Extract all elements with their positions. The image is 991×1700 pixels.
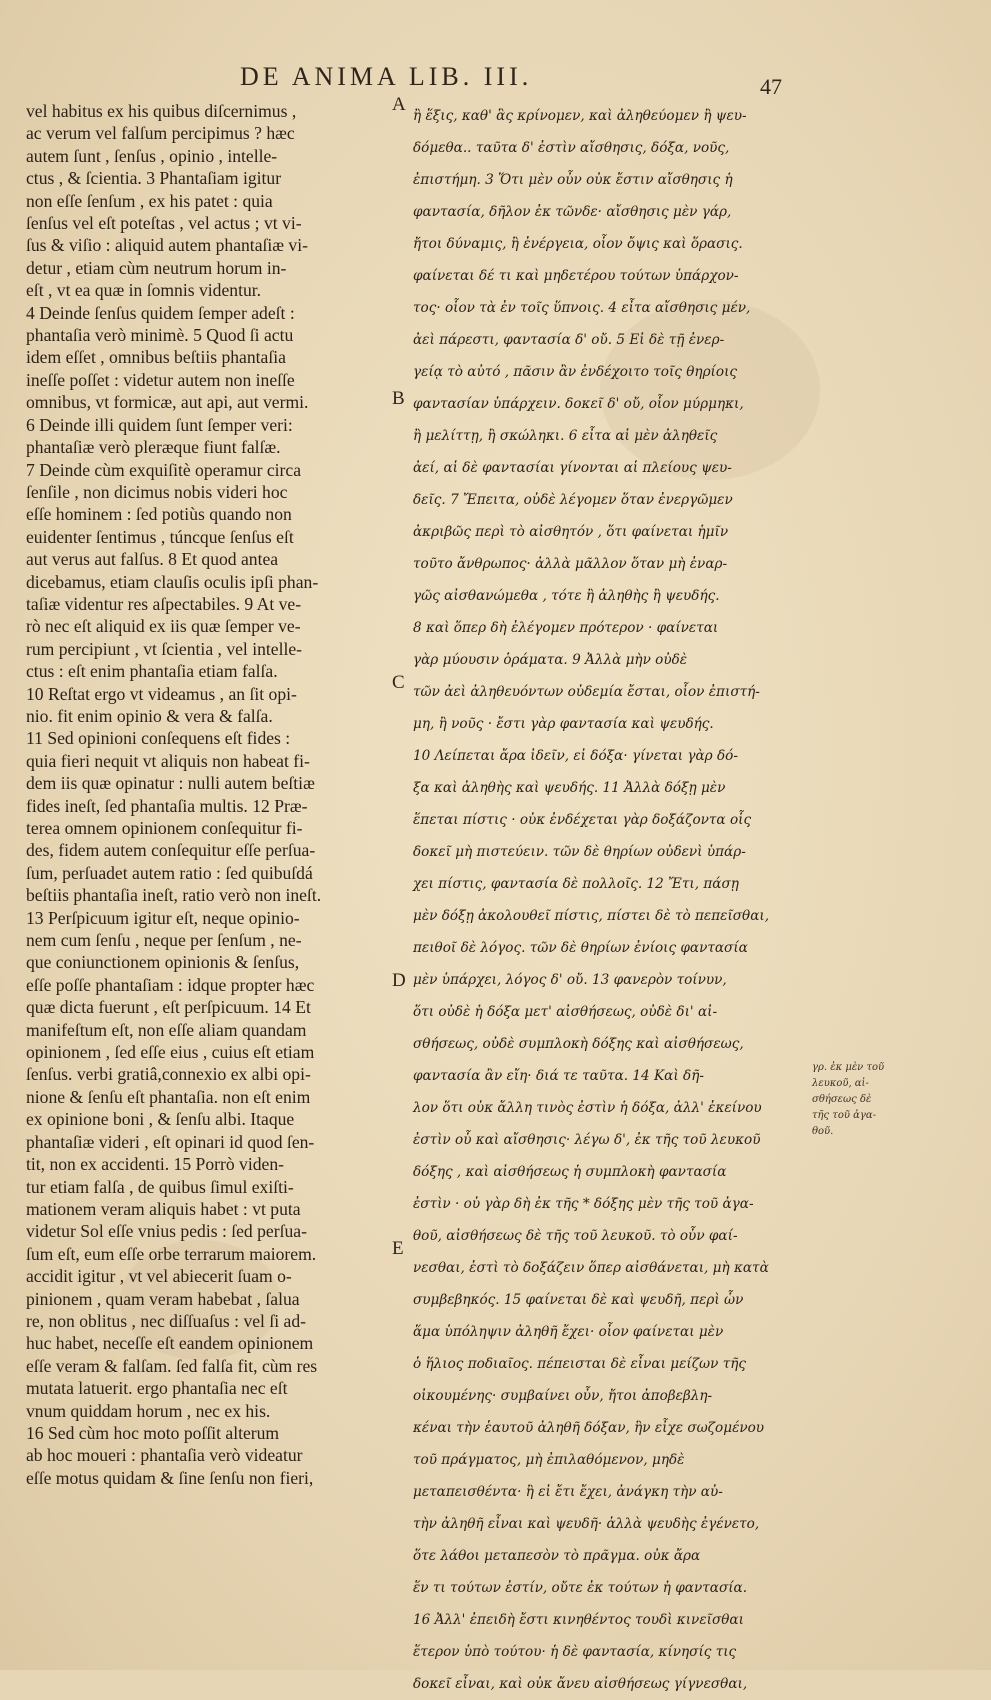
latin-text-line: rò nec eſt aliquid ex iis quæ ſemper ve- <box>26 616 301 637</box>
greek-text-line: δόξης , καὶ αἰσθήσεως ἡ συμπλοκὴ φαντασία <box>413 1164 727 1180</box>
latin-text-line: 10 Reſtat ergo vt videamus , an ſit opi- <box>26 683 297 704</box>
latin-text-line: ab hoc moueri : phantaſia verò videatur <box>26 1445 303 1466</box>
latin-text-line: accidit igitur , vt vel abiecerit ſuam o- <box>26 1266 292 1287</box>
margin-letter-a: A <box>392 94 406 115</box>
marginal-note-line: θοῦ. <box>812 1126 834 1137</box>
greek-text-line: ὅτε λάθοι μεταπεσὸν τὸ πρᾶγμα. οὐκ ἄρα <box>413 1548 701 1564</box>
latin-text-line: 4 Deinde ſenſus quidem ſemper adeſt : <box>26 302 295 323</box>
greek-text-line: θοῦ, αἰσθήσεως δὲ τῆς τοῦ λευκοῦ. τὸ οὖν φαί- <box>413 1228 738 1244</box>
latin-text-line: tit, non ex accidenti. 15 Porrò viden- <box>26 1154 284 1175</box>
greek-column <box>413 100 793 1700</box>
greek-text-line: τὴν ἀληθῆ εἶναι καὶ ψευδῆ· ἀλλὰ ψευδὴς ἐγένετο, <box>413 1516 760 1532</box>
latin-text-line: eſſe motus quidam & ſine ſenſu non fieri, <box>26 1467 314 1488</box>
marginal-note <box>812 1060 892 1140</box>
latin-text-line: dicebamus, etiam clauſis oculis ipſi phan- <box>26 571 319 592</box>
latin-text-line: des, fidem autem conſequitur eſſe perſua- <box>26 840 316 861</box>
greek-text-line: ἅμα ὑπόληψιν ἀληθῆ ἔχει· οἷον φαίνεται μὲν <box>413 1324 724 1340</box>
greek-text-line: φαντασία ἂν εἴη· διά τε ταῦτα. 14 Καὶ δῆ- <box>413 1068 704 1084</box>
latin-text-line: ineſſe poſſet : videtur autem non ineſſe <box>26 369 295 390</box>
greek-text-line: γείᾳ τὸ αὐτό , πᾶσιν ἂν ἐνδέχοιτο τοῖς θηρίοις <box>413 364 738 380</box>
greek-text-line: τος· οἷον τὰ ἐν τοῖς ὕπνοις. 4 εἶτα αἴσθησις μέν, <box>413 300 751 316</box>
greek-text-line: ἀεὶ πάρεστι, φαντασία δ' οὔ. 5 Εἰ δὲ τῇ ἐνερ- <box>413 332 725 348</box>
latin-text-line: dem iis quæ opinatur : nulli autem beſtiæ <box>26 773 315 794</box>
latin-text-line: tur etiam falſa , de quibus ſimul exiſti- <box>26 1176 294 1197</box>
greek-text-line: ἕτερον ὑπὸ τούτου· ἡ δὲ φαντασία, κίνησίς τις <box>413 1644 737 1660</box>
greek-text-line: σθήσεως, οὐδὲ συμπλοκὴ δόξης καὶ αἰσθήσεως, <box>413 1036 744 1052</box>
latin-text-line: pinionem , quam veram habebat , ſalua <box>26 1288 300 1309</box>
margin-letter-d: D <box>392 970 406 991</box>
latin-text-line: ac verum vel falſum percipimus ? hæc <box>26 123 295 144</box>
greek-text-line: λον ὅτι οὐκ ἄλλη τινὸς ἐστὶν ἡ δόξα, ἀλλ' ἐκείνου <box>413 1100 762 1116</box>
latin-text-line: 11 Sed opinioni conſequens eſt fides : <box>26 728 291 749</box>
latin-text-line: huc habet, neceſſe eſt eandem opinionem <box>26 1333 314 1354</box>
latin-text-line: opinionem , ſed eſſe eius , cuius eſt etiam <box>26 1042 315 1063</box>
latin-text-line: eſt , vt ea quæ in ſomnis videntur. <box>26 280 262 301</box>
latin-text-line: quæ dicta fuerunt , eſt perſpicuum. 14 Et <box>26 997 311 1018</box>
latin-text-line: 6 Deinde illi quidem ſunt ſemper veri: <box>26 414 293 435</box>
latin-text-line: terea omnem opinionem conſequitur fi- <box>26 818 303 838</box>
greek-text-line: ἢ ἕξις, καθ' ἃς κρίνομεν, καὶ ἀληθεύομεν ἢ ψευ- <box>413 108 747 124</box>
greek-text-line: ἢ μελίττῃ, ἢ σκώληκι. 6 εἶτα αἱ μὲν ἀληθεῖς <box>413 428 718 444</box>
greek-text-line: 8 καὶ ὅπερ δὴ ἐλέγομεν πρότερον · φαίνεται <box>413 620 719 636</box>
latin-text-line: quia fieri nequit vt aliquis non habeat fi- <box>26 750 310 771</box>
latin-text-line: mationem veram aliquis habet : vt puta <box>26 1198 301 1219</box>
latin-text-line: ctus : eſt enim phantaſia etiam falſa. <box>26 661 278 682</box>
latin-text-line: nione & ſenſu eſt phantaſia. non eſt enim <box>26 1086 311 1107</box>
latin-text-line: taſiæ videntur res aſpectabiles. 9 At ve- <box>26 593 302 614</box>
greek-text-line: κέναι τὴν ἑαυτοῦ ἀληθῆ δόξαν, ἣν εἶχε σωζομένου <box>413 1420 765 1436</box>
latin-text-line: ſenſile , non dicimus nobis videri hoc <box>26 481 288 502</box>
latin-text-line: beſtiis phantaſia ineſt, ratio verò non ineſt. <box>26 885 322 906</box>
marginal-note-line: λευκοῦ, αἰ- <box>812 1078 869 1089</box>
greek-text-line: γὰρ μύουσιν ὁράματα. 9 Ἀλλὰ μὴν οὐδὲ <box>413 652 688 668</box>
margin-letter-b: B <box>392 388 405 409</box>
latin-text-line: rum percipiunt , vt ſcientia , vel intelle- <box>26 638 303 659</box>
latin-text-line: ſum eſt, eum eſſe orbe terrarum maiorem. <box>26 1243 317 1264</box>
latin-text-line: ſenſus vel eſt poteſtas , vel actus ; vt vi- <box>26 213 302 234</box>
latin-text-line: idem eſſet , omnibus beſtiis phantaſia <box>26 347 286 368</box>
greek-text-line: τῶν ἀεὶ ἀληθευόντων οὐδεμία ἔσται, οἷον ἐπιστή- <box>413 684 760 700</box>
greek-text-line: 16 Ἀλλ' ἐπειδὴ ἔστι κινηθέντος τουδὶ κινεῖσθαι <box>413 1612 744 1628</box>
greek-text-line: ἀκριβῶς περὶ τὸ αἰσθητόν , ὅτι φαίνεται ἡμῖν <box>413 524 729 540</box>
greek-text-line: μὲν δόξῃ ἀκολουθεῖ πίστις, πίστει δὲ τὸ πεπεῖσθαι, <box>413 908 770 924</box>
marginal-note-line: σθήσεως δὲ <box>812 1094 872 1105</box>
greek-text-line: χει πίστις, φαντασία δὲ πολλοῖς. 12 Ἔτι, πάσῃ <box>413 876 739 892</box>
greek-text-line: ἐπιστήμη. 3 Ὅτι μὲν οὖν οὐκ ἔστιν αἴσθησις ἡ <box>413 172 733 188</box>
greek-text-line: νεσθαι, ἐστὶ τὸ δοξάζειν ὅπερ αἰσθάνεται, μὴ κατὰ <box>413 1260 769 1276</box>
latin-text-line: mutata latuerit. ergo phantaſia nec eſt <box>26 1378 288 1399</box>
greek-text-line: φαίνεται δέ τι καὶ μηδετέρου τούτων ὑπάρχον- <box>413 268 739 284</box>
greek-text-line: ἀεί, αἱ δὲ φαντασίαι γίνονται αἱ πλείους ψευ- <box>413 460 732 476</box>
greek-text-line: 10 Λείπεται ἄρα ἰδεῖν, εἰ δόξα· γίνεται γὰρ δό- <box>413 748 738 764</box>
latin-text-line: 13 Perſpicuum igitur eſt, neque opinio- <box>26 907 300 928</box>
greek-text-line: δοκεῖ μὴ πιστεύειν. τῶν δὲ θηρίων οὐδενὶ ὑπάρ- <box>413 844 746 860</box>
latin-text-line: non eſſe ſenſum , ex his patet : quia <box>26 190 273 211</box>
greek-text-line: φαντασίαν ὑπάρχειν. δοκεῖ δ' οὔ, οἷον μύρμηκι, <box>413 396 744 412</box>
latin-text-line: vel habitus ex his quibus diſcernimus , <box>26 101 297 121</box>
latin-text-line: eſſe hominem : ſed potiùs quando non <box>26 504 292 525</box>
marginal-note-line: τῆς τοῦ ἀγα- <box>812 1110 876 1121</box>
greek-text-line: πειθοῖ δὲ λόγος. τῶν δὲ θηρίων ἐνίοις φαντασία <box>413 940 748 956</box>
latin-text-line: detur , etiam cùm neutrum horum in- <box>26 257 287 278</box>
latin-text-line: autem ſunt , ſenſus , opinio , intelle- <box>26 145 278 166</box>
greek-text-line: γῶς αἰσθανώμεθα , τότε ἢ ἀληθὴς ἢ ψευδής. <box>413 588 720 604</box>
latin-text-line: ſum, perſuadet autem ratio : ſed quibuſdá <box>26 862 313 883</box>
greek-text-line: ἐστὶν · οὐ γὰρ δὴ ἐκ τῆς * δόξης μὲν τῆς τοῦ ἀγα- <box>413 1196 754 1212</box>
latin-text-line: phantaſiæ videri , eſt opinari id quod ſen- <box>26 1131 315 1152</box>
page-number: 47 <box>760 74 782 99</box>
latin-text-line: ſus & viſio : aliquid autem phantaſiæ vi- <box>26 235 308 256</box>
greek-text-line: ἤτοι δύναμις, ἢ ἐνέργεια, οἷον ὄψις καὶ ὅρασις. <box>413 236 743 252</box>
greek-text-line: συμβεβηκός. 15 φαίνεται δὲ καὶ ψευδῆ, περὶ ὧν <box>413 1292 744 1308</box>
greek-text-line: μη, ἢ νοῦς · ἔστι γὰρ φαντασία καὶ ψευδής. <box>413 716 714 732</box>
latin-text-line: vnum quiddam horum , nec ex his. <box>26 1400 271 1421</box>
latin-text-line: videtur Sol eſſe vnius pedis : ſed perſua- <box>26 1221 307 1242</box>
latin-text-line: 7 Deinde cùm exquiſitè operamur circa <box>26 459 302 480</box>
greek-text-line: τοῦ πράγματος, μὴ ἐπιλαθόμενον, μηδὲ <box>413 1452 685 1468</box>
latin-text-line: manifeſtum eſt, non eſſe aliam quandam <box>26 1019 307 1040</box>
margin-letter-e: E <box>392 1238 404 1259</box>
greek-text-line: δόμεθα.. ταῦτα δ' ἐστὶν αἴσθησις, δόξα, νοῦς, <box>413 140 730 156</box>
latin-text-line: ſenſus. verbi gratiâ,connexio ex albi opi- <box>26 1064 311 1085</box>
greek-text-line: τοῦτο ἄνθρωπος· ἀλλὰ μᾶλλον ὅταν μὴ ἐναρ- <box>413 556 728 572</box>
greek-text-line: ὅτι οὐδὲ ἡ δόξα μετ' αἰσθήσεως, οὐδὲ δι' αἰ- <box>413 1004 718 1020</box>
latin-text-line: re, non oblitus , nec diſſuaſus : vel ſi ad- <box>26 1310 306 1331</box>
latin-text-line: aut verus aut falſus. 8 Et quod antea <box>26 549 279 570</box>
marginal-note-line: γρ. ἐκ μὲν τοῦ <box>812 1062 885 1073</box>
latin-text-line: que coniunctionem opinionis & ſenſus, <box>26 952 300 973</box>
latin-text-line: 16 Sed cùm hoc moto poſſit alterum <box>26 1422 280 1443</box>
greek-text-line: φαντασία, δῆλον ἐκ τῶνδε· αἴσθησις μὲν γάρ, <box>413 204 732 220</box>
latin-text-line: eſſe veram & falſam. ſed falſa fit, cùm res <box>26 1355 318 1376</box>
greek-text-line: δοκεῖ εἶναι, καὶ οὐκ ἄνευ αἰσθήσεως γίγνεσθαι, <box>413 1676 748 1692</box>
greek-text-line: δεῖς. 7 Ἔπειτα, οὐδὲ λέγομεν ὅταν ἐνεργῶμεν <box>413 492 733 508</box>
greek-text-line: μεταπεισθέντα· ἢ εἰ ἔτι ἔχει, ἀνάγκη τὴν αὐ- <box>413 1484 723 1500</box>
latin-text-line: ex opinione boni , & ſenſu albi. Itaque <box>26 1109 295 1130</box>
greek-text-line: ἕν τι τούτων ἐστίν, οὔτε ἐκ τούτων ἡ φαντασία. <box>413 1580 748 1596</box>
latin-column <box>26 100 388 1489</box>
greek-text-line: ἐστὶν οὗ καὶ αἴσθησις· λέγω δ', ἐκ τῆς τοῦ λευκοῦ <box>413 1132 761 1148</box>
latin-text-line: nem cum ſenſu , neque per ſenſum , ne- <box>26 930 302 951</box>
running-head: DE ANIMA LIB. III. <box>240 62 533 91</box>
latin-text-line: phantaſia verò minimè. 5 Quod ſi actu <box>26 325 294 346</box>
greek-text-line: ξα καὶ ἀληθὴς καὶ ψευδής. 11 Ἀλλὰ δόξῃ μὲν <box>413 780 726 796</box>
greek-text-line: οἰκουμένης· συμβαίνει οὖν, ἤτοι ἀποβεβλη- <box>413 1388 713 1404</box>
margin-letter-c: C <box>392 672 405 693</box>
latin-text-line: euidenter ſentimus , túncque ſenſus eſt <box>26 526 294 547</box>
latin-text-line: fides ineſt, ſed phantaſia multis. 12 Præ- <box>26 795 308 816</box>
latin-text-line: eſſe poſſe phantaſiam : idque propter hæc <box>26 974 315 995</box>
latin-text-line: phantaſiæ verò pleræque fiunt falſæ. <box>26 437 281 458</box>
latin-text-line: omnibus, vt formicæ, aut api, aut vermi. <box>26 392 309 413</box>
greek-text-line: ὁ ἥλιος ποδιαῖος. πέπεισται δὲ εἶναι μείζων τῆς <box>413 1356 747 1372</box>
greek-text-line: ἕπεται πίστις · οὐκ ἐνδέχεται γὰρ δοξάζοντα οἷς <box>413 812 752 828</box>
latin-text-line: ctus , & ſcientia. 3 Phantaſiam igitur <box>26 168 282 189</box>
latin-text-line: nio. fit enim opinio & vera & falſa. <box>26 705 273 726</box>
greek-text-line: μὲν ὑπάρχει, λόγος δ' οὔ. 13 φανερὸν τοίνυν, <box>413 972 727 988</box>
